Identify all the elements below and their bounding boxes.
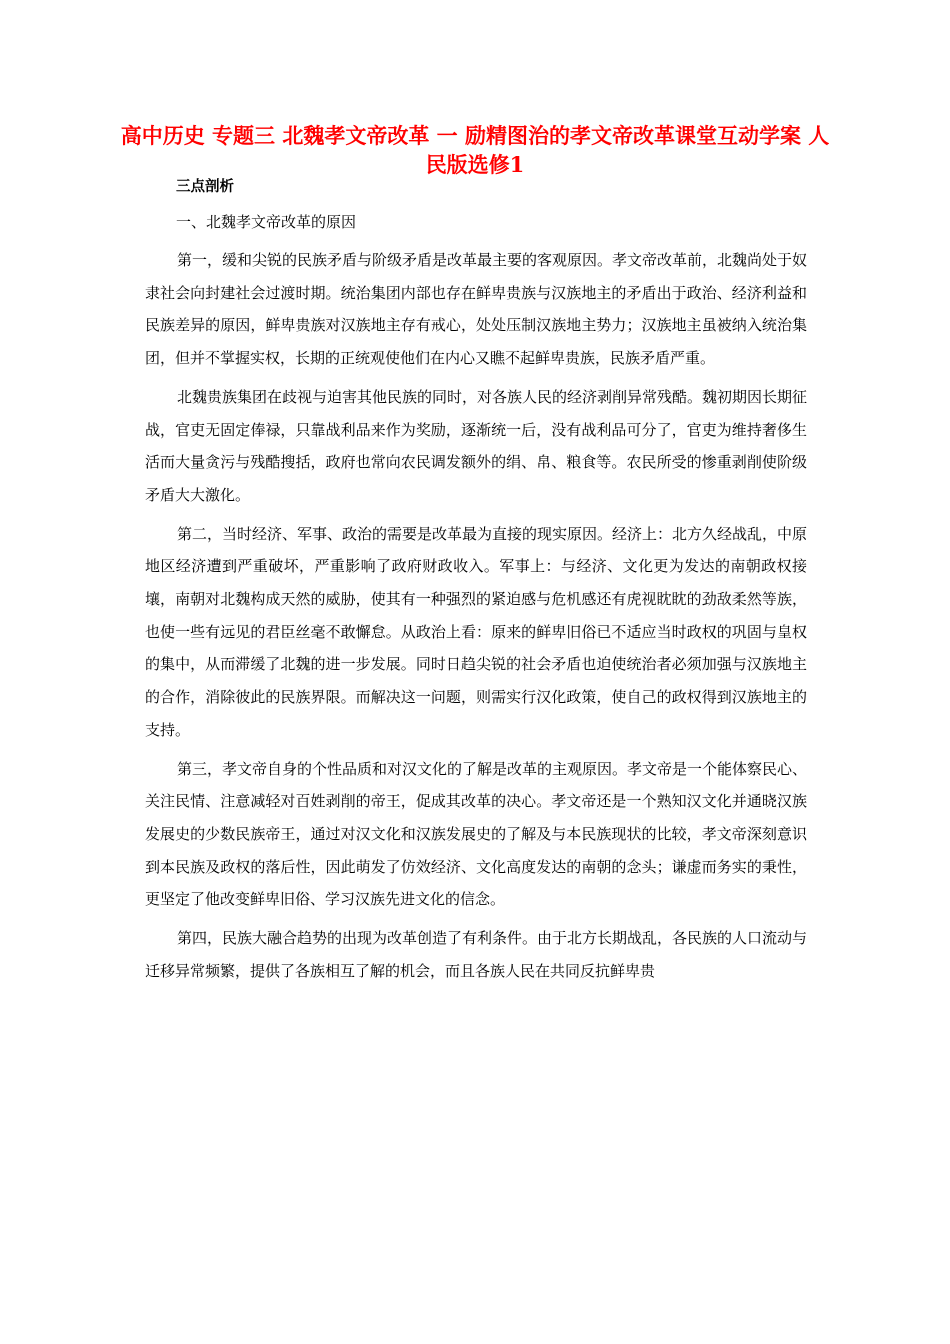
section-subheading: 一、北魏孝文帝改革的原因: [176, 213, 357, 231]
section-label: 三点剖析: [176, 178, 234, 195]
body-paragraph-2: 北魏贵族集团在歧视与迫害其他民族的同时，对各族人民的经济剥削异常残酷。魏初期因长期征战，官吏无固定俸禄，只靠战利品来作为奖励，逐渐统一后，没有战利品可分了，官吏为维持奢侈生活而大量贪污与残酷搜括，政府也常向农民调发额外的绢、帛、粮食等。农民所受的惨重剥削使阶级矛盾大大激化。: [145, 387, 808, 504]
body-paragraph-5: 第四，民族大融合趋势的出现为改革创造了有利条件。由于北方长期战乱，各民族的人口流动与迁移异常频繁，提供了各族相互了解的机会，而且各族人民在共同反抗鲜卑贵: [145, 929, 808, 980]
body-paragraph-4: 第三，孝文帝自身的个性品质和对汉文化的了解是改革的主观原因。孝文帝是一个能体察民心、关注民情、注意减轻对百姓剥削的帝王，促成其改革的决心。孝文帝还是一个熟知汉文化并通晓汉族发展史的少数民族帝王，通过对汉文化和汉族发展史的了解及与本民族现状的比较，孝文帝深刻意识到本民族及政权的落后性，因此萌发了仿效经济、文化高度发达的南朝的念头；谦虚而务实的秉性，更坚定了他改变鲜卑旧俗、学习汉族先进文化的信念。: [145, 759, 808, 909]
document-body: [145, 176, 807, 993]
body-paragraph-1: 第一，缓和尖锐的民族矛盾与阶级矛盾是改革最主要的客观原因。孝文帝改革前，北魏尚处于奴隶社会向封建社会过渡时期。统治集团内部也存在鲜卑贵族与汉族地主的矛盾出于政治、经济利益和民族差异的原因，鲜卑贵族对汉族地主存有戒心，处处压制汉族地主势力；汉族地主虽被纳入统治集团，但并不掌握实权，长期的正统观使他们在内心又瞧不起鲜卑贵族，民族矛盾严重。: [145, 251, 808, 368]
body-paragraph-3: 第二，当时经济、军事、政治的需要是改革最为直接的现实原因。经济上：北方久经战乱，中原地区经济遭到严重破坏，严重影响了政府财政收入。军事上：与经济、文化更为发达的南朝政权接壤，南朝对北魏构成天然的威胁，使其有一种强烈的紧迫感与危机感还有虎视眈眈的劲敌柔然等族，也使一些有远见的君臣丝毫不敢懈怠。从政治上看：原来的鲜卑旧俗已不适应当时政权的巩固与皇权的集中，从而滞缓了北魏的进一步发展。同时日趋尖锐的社会矛盾也迫使统治者必须加强与汉族地主的合作，消除彼此的民族界限。而解决这一问题，则需实行汉化政策，使自己的政权得到汉族地主的支持。: [145, 524, 808, 739]
document-title: 高中历史 专题三 北魏孝文帝改革 一 励精图治的孝文帝改革课堂互动学案 人民版选修1: [120, 123, 830, 177]
